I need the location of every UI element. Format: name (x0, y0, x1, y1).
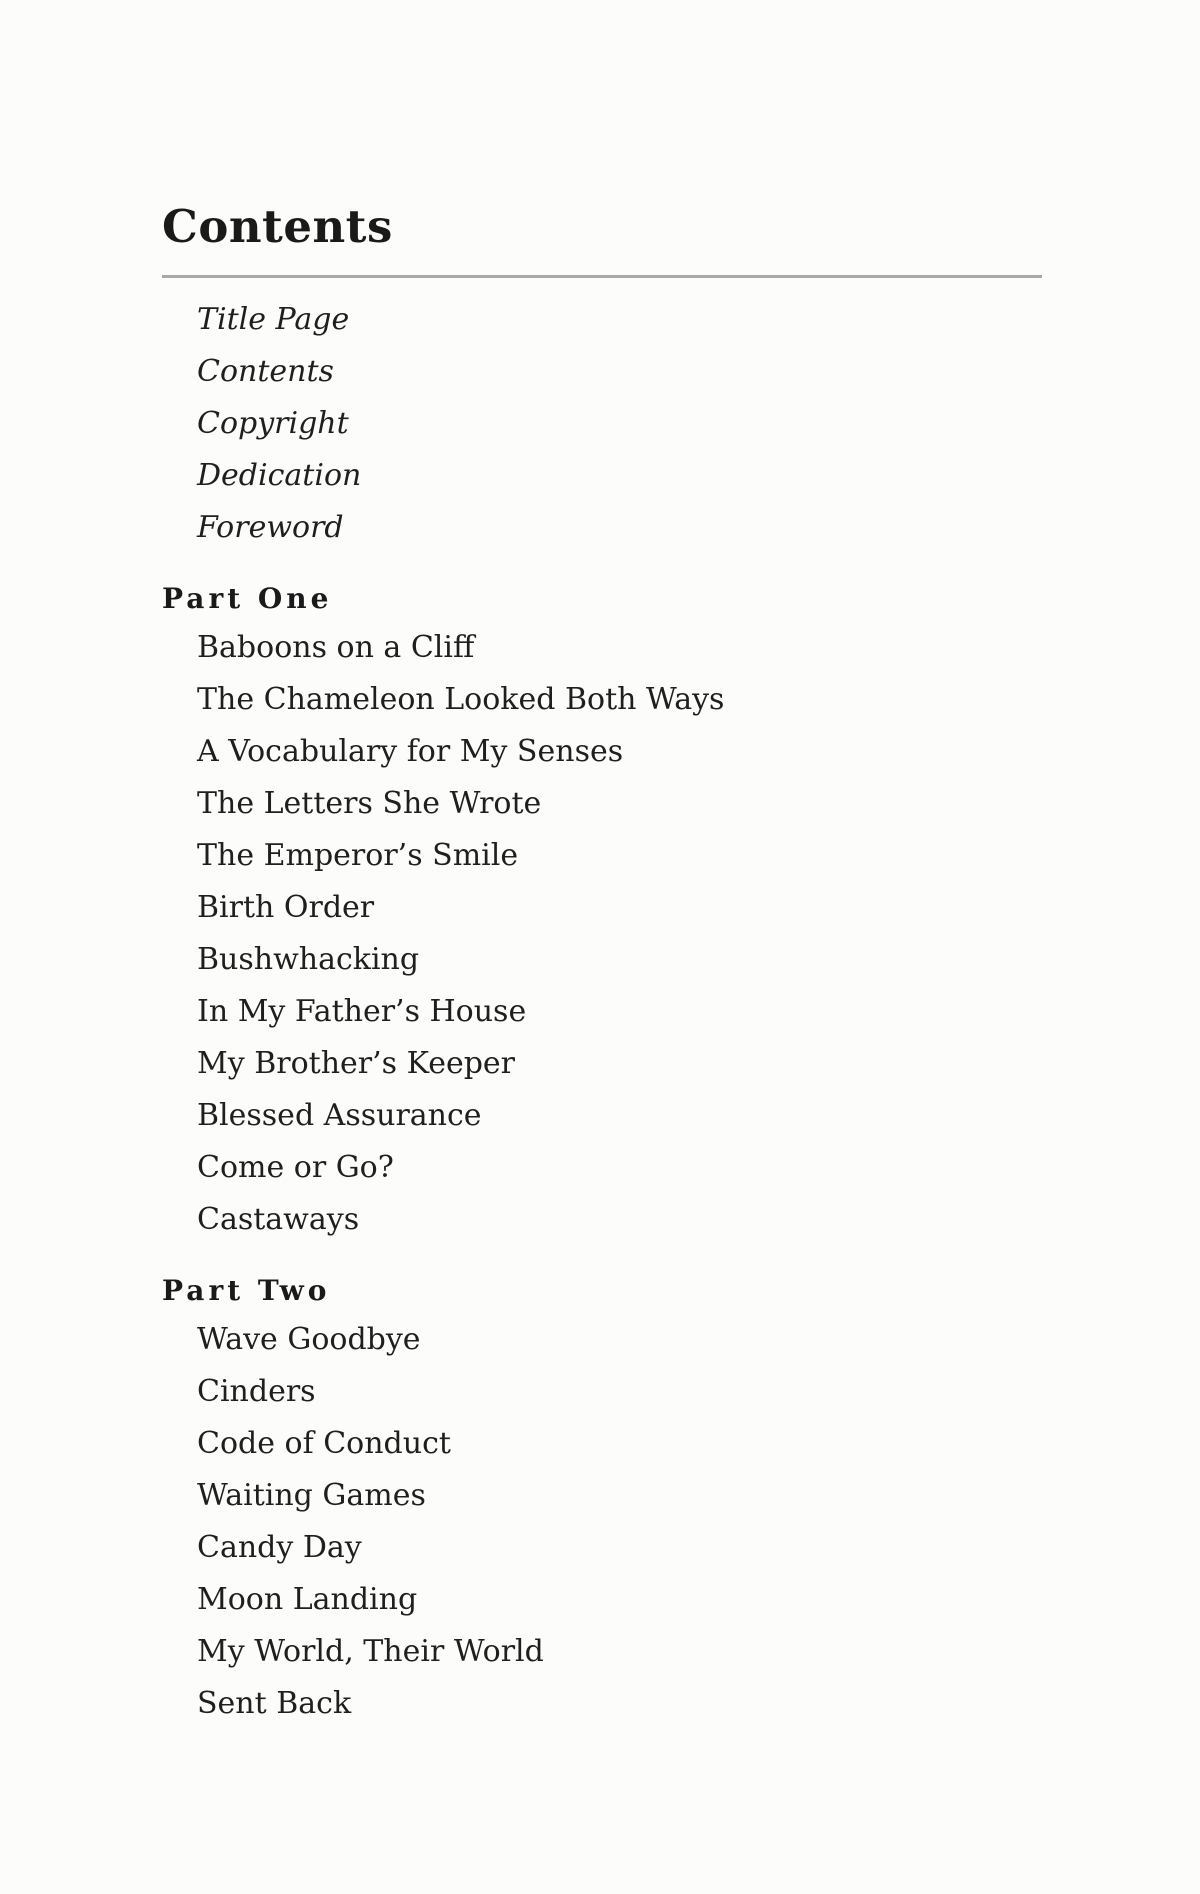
toc-chapter-link[interactable]: Baboons on a Cliff (197, 630, 475, 665)
toc-chapter-link[interactable]: Candy Day (197, 1530, 362, 1565)
part-two-heading: Part Two (162, 1274, 331, 1307)
toc-chapter-link[interactable]: Come or Go? (197, 1150, 394, 1185)
title-divider (162, 275, 1042, 278)
toc-link-contents[interactable]: Contents (197, 354, 334, 389)
toc-link-foreword[interactable]: Foreword (197, 510, 344, 545)
toc-chapter-link[interactable]: Cinders (197, 1374, 316, 1409)
part-two-chapter-list (162, 1314, 1042, 1730)
toc-link-dedication[interactable]: Dedication (197, 458, 362, 493)
toc-chapter-link[interactable]: Moon Landing (197, 1582, 418, 1617)
toc-chapter-link[interactable]: Birth Order (197, 890, 375, 925)
toc-link-title-page[interactable]: Title Page (197, 302, 350, 337)
toc-chapter-link[interactable]: Bushwhacking (197, 942, 420, 977)
front-matter-list (162, 294, 1042, 554)
toc-chapter-link[interactable]: Castaways (197, 1202, 360, 1237)
toc-chapter-link[interactable]: Code of Conduct (197, 1426, 451, 1461)
toc-chapter-link[interactable]: Wave Goodbye (197, 1322, 421, 1357)
part-one-heading: Part One (162, 582, 333, 615)
toc-chapter-link[interactable]: The Emperor’s Smile (197, 838, 519, 873)
toc-chapter-link[interactable]: Sent Back (197, 1686, 352, 1721)
toc-chapter-link[interactable]: A Vocabulary for My Senses (197, 734, 624, 769)
toc-chapter-link[interactable]: The Letters She Wrote (197, 786, 542, 821)
toc-chapter-link[interactable]: My World, Their World (197, 1634, 544, 1669)
part-one-chapter-list (162, 622, 1042, 1246)
toc-chapter-link[interactable]: My Brother’s Keeper (197, 1046, 516, 1081)
page-title: Contents (162, 200, 393, 253)
toc-chapter-link[interactable]: In My Father’s House (197, 994, 527, 1029)
table-of-contents (162, 196, 1042, 1730)
toc-chapter-link[interactable]: The Chameleon Looked Both Ways (197, 682, 725, 717)
toc-chapter-link[interactable]: Blessed Assurance (197, 1098, 482, 1133)
toc-chapter-link[interactable]: Waiting Games (197, 1478, 426, 1513)
toc-link-copyright[interactable]: Copyright (197, 406, 349, 441)
